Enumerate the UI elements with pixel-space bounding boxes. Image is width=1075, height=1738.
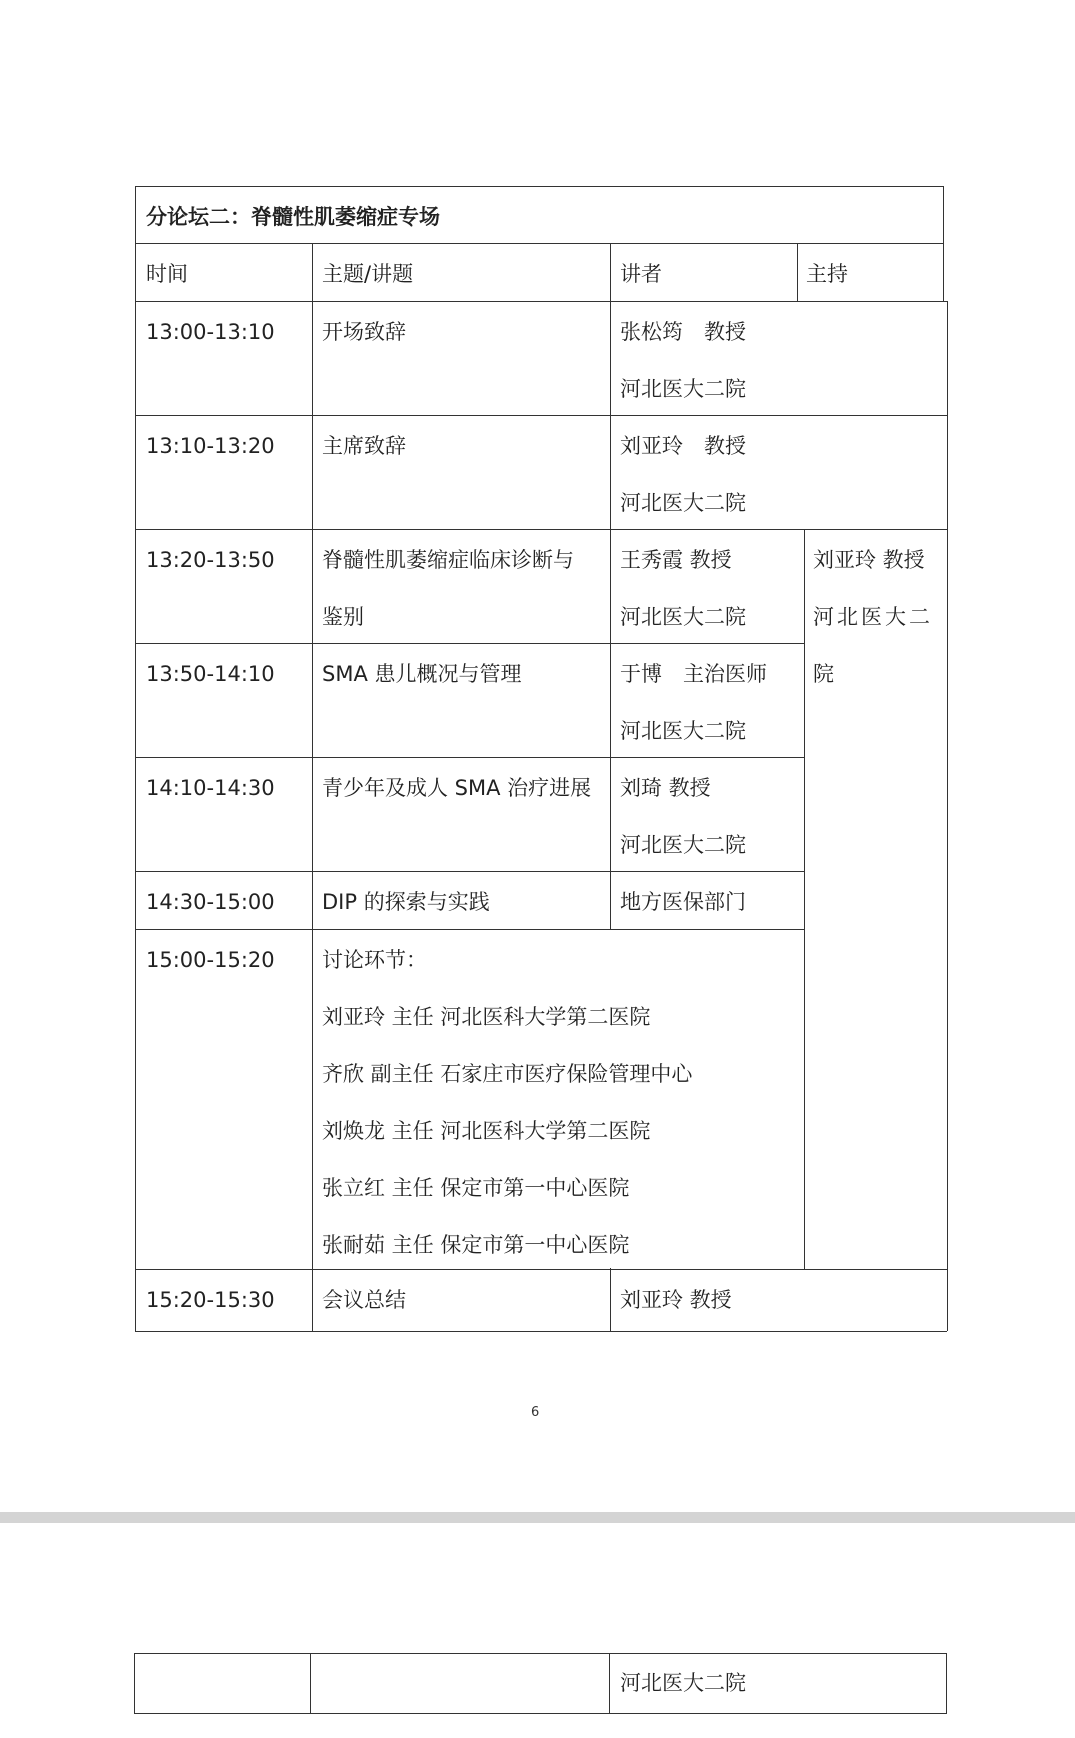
row-topic: 会议总结	[322, 1288, 406, 1312]
row-time: 13:20-13:50	[146, 548, 275, 572]
row-speaker-name: 地方医保部门	[620, 890, 746, 914]
row-speaker-name: 刘琦 教授	[620, 776, 711, 800]
header-time: 时间	[146, 262, 188, 286]
header-topic: 主题/讲题	[322, 262, 414, 286]
row-speaker-name: 张松筠 教授	[620, 320, 746, 344]
row-speaker-name: 刘亚玲 教授	[620, 1288, 732, 1312]
page-number: 6	[531, 1405, 540, 1420]
discussion-participant: 齐欣 副主任 石家庄市医疗保险管理中心	[322, 1062, 693, 1086]
row-topic: SMA 患儿概况与管理	[322, 662, 522, 686]
host-affiliation: 河北医大二	[813, 605, 933, 629]
row-speaker-affiliation: 河北医大二院	[620, 605, 746, 629]
discussion-participant: 刘焕龙 主任 河北医科大学第二医院	[322, 1119, 651, 1143]
page-separator	[0, 1512, 1075, 1523]
row-time: 15:20-15:30	[146, 1288, 275, 1312]
row-time: 14:10-14:30	[146, 776, 275, 800]
row-speaker-name: 刘亚玲 教授	[620, 434, 746, 458]
row-time: 13:50-14:10	[146, 662, 275, 686]
row-speaker-affiliation: 河北医大二院	[620, 833, 746, 857]
discussion-participant: 张立红 主任 保定市第一中心医院	[322, 1176, 630, 1200]
row-topic: 开场致辞	[322, 320, 406, 344]
next-page-speaker-affiliation: 河北医大二院	[620, 1671, 746, 1695]
host-name: 刘亚玲 教授	[813, 548, 925, 572]
row-speaker-affiliation: 河北医大二院	[620, 491, 746, 515]
row-topic: 主席致辞	[322, 434, 406, 458]
row-time: 13:00-13:10	[146, 320, 275, 344]
row-speaker-affiliation: 河北医大二院	[620, 719, 746, 743]
row-speaker-name: 于博 主治医师	[620, 662, 767, 686]
row-time: 15:00-15:20	[146, 948, 275, 972]
row-topic: 脊髓性肌萎缩症临床诊断与	[322, 548, 574, 572]
row-speaker-name: 王秀霞 教授	[620, 548, 732, 572]
row-time: 13:10-13:20	[146, 434, 275, 458]
row-time: 14:30-15:00	[146, 890, 275, 914]
row-topic: 青少年及成人 SMA 治疗进展	[322, 776, 592, 800]
row-topic: DIP 的探索与实践	[322, 890, 490, 914]
header-speaker: 讲者	[620, 262, 662, 286]
row-topic-continued: 鉴别	[322, 605, 364, 629]
host-affiliation-continued: 院	[813, 662, 834, 686]
section-title: 分论坛二：脊髓性肌萎缩症专场	[146, 205, 440, 229]
row-speaker-affiliation: 河北医大二院	[620, 377, 746, 401]
discussion-participant: 张耐茹 主任 保定市第一中心医院	[322, 1233, 630, 1257]
discussion-participant: 刘亚玲 主任 河北医科大学第二医院	[322, 1005, 651, 1029]
header-host: 主持	[806, 262, 848, 286]
discussion-heading: 讨论环节：	[322, 948, 427, 972]
